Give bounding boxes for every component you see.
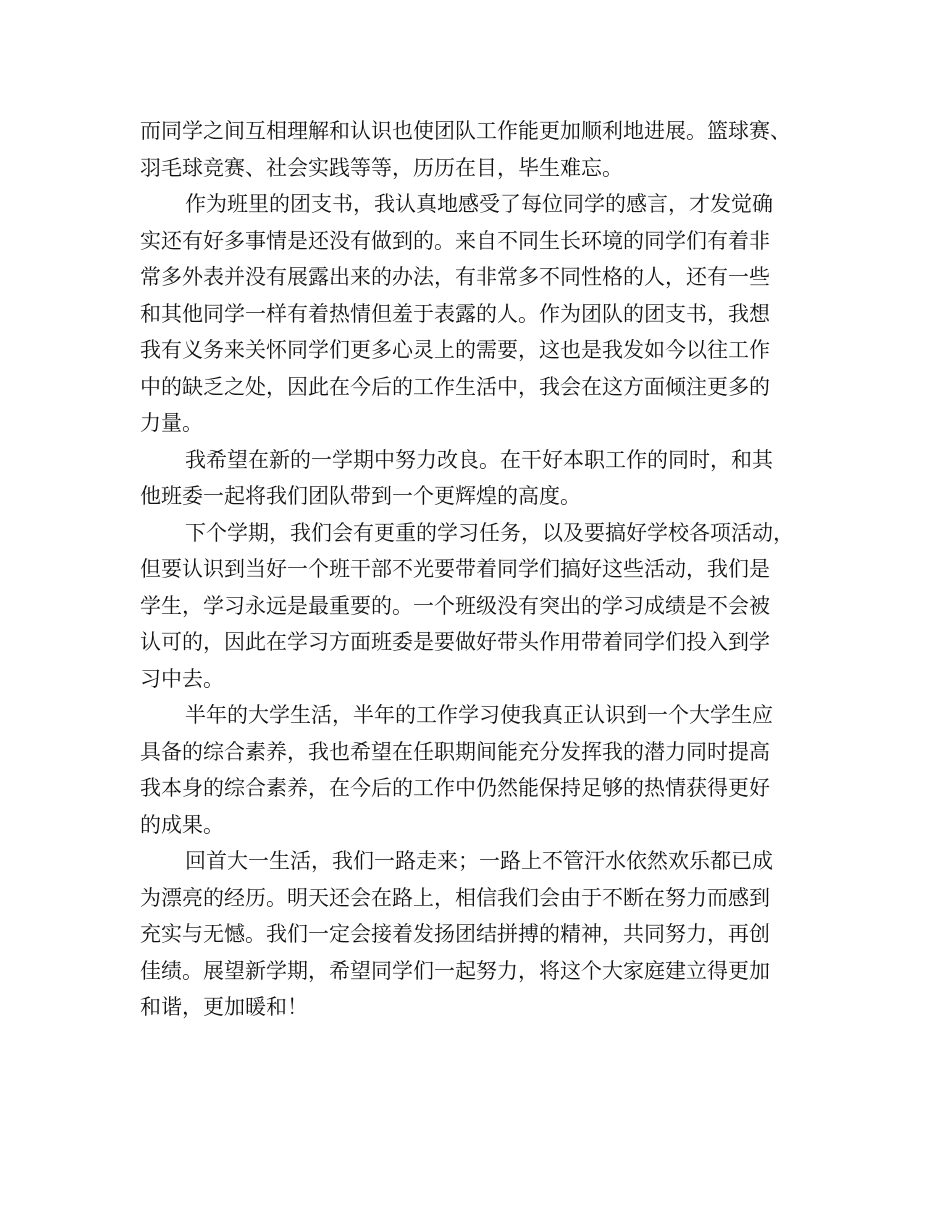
text-line: 的成果。 xyxy=(140,812,224,837)
text-line: 下个学期，我们会有更重的学习任务，以及要搞好学校各项活动， xyxy=(185,520,794,545)
text-line: 习中去。 xyxy=(140,666,224,691)
text-line: 佳绩。展望新学期，希望同学们一起努力，将这个大家庭建立得更加 xyxy=(140,958,770,983)
text-line: 他班委一起将我们团队带到一个更辉煌的高度。 xyxy=(140,484,581,508)
text-line: 羽毛球竞赛、社会实践等等，历历在目，毕生难忘。 xyxy=(140,155,623,180)
text-line: 半年的大学生活，半年的工作学习使我真正认识到一个大学生应 xyxy=(185,703,773,727)
text-line: 力量。 xyxy=(140,411,203,435)
document-body xyxy=(140,113,820,1026)
text-line: 学生，学习永远是最重要的。一个班级没有突出的学习成绩是不会被 xyxy=(140,593,770,618)
paragraph xyxy=(140,442,820,515)
paragraph xyxy=(140,113,820,186)
paragraph xyxy=(140,515,820,698)
text-line: 作为班里的团支书，我认真地感受了每位同学的感言，才发觉确 xyxy=(185,192,773,216)
text-line: 常多外表并没有展露出来的办法，有非常多不同性格的人，还有一些 xyxy=(140,265,770,289)
text-line: 我有义务来关怀同学们更多心灵上的需要，这也是我发如今以往工作 xyxy=(140,338,770,362)
text-line: 回首大一生活，我们一路走来；一路上不管汗水依然欢乐都已成 xyxy=(185,849,773,873)
text-line: 和其他同学一样有着热情但羞于表露的人。作为团队的团支书，我想 xyxy=(140,301,770,326)
text-line: 我本身的综合素养，在今后的工作中仍然能保持足够的热情获得更好 xyxy=(140,776,770,800)
paragraph xyxy=(140,697,820,843)
text-line: 认可的，因此在学习方面班委是要做好带头作用带着同学们投入到学 xyxy=(140,630,770,654)
paragraph xyxy=(140,843,820,1026)
text-line: 但要认识到当好一个班干部不光要带着同学们搞好这些活动，我们是 xyxy=(140,557,770,581)
text-line: 而同学之间互相理解和认识也使团队工作能更加顺利地进展。篮球赛、 xyxy=(140,119,791,143)
text-line: 我希望在新的一学期中努力改良。在干好本职工作的同时，和其 xyxy=(185,447,773,472)
text-line: 具备的综合素养，我也希望在任职期间能充分发挥我的潜力同时提高 xyxy=(140,739,770,764)
text-line: 实还有好多事情是还没有做到的。来自不同生长环境的同学们有着非 xyxy=(140,228,770,253)
paragraph xyxy=(140,186,820,442)
text-line: 和谐，更加暖和！ xyxy=(140,995,308,1019)
text-line: 为漂亮的经历。明天还会在路上，相信我们会由于不断在努力而感到 xyxy=(140,885,770,910)
text-line: 充实与无憾。我们一定会接着发扬团结拼搏的精神，共同努力，再创 xyxy=(140,922,770,946)
text-line: 中的缺乏之处，因此在今后的工作生活中，我会在这方面倾注更多的 xyxy=(140,374,770,399)
